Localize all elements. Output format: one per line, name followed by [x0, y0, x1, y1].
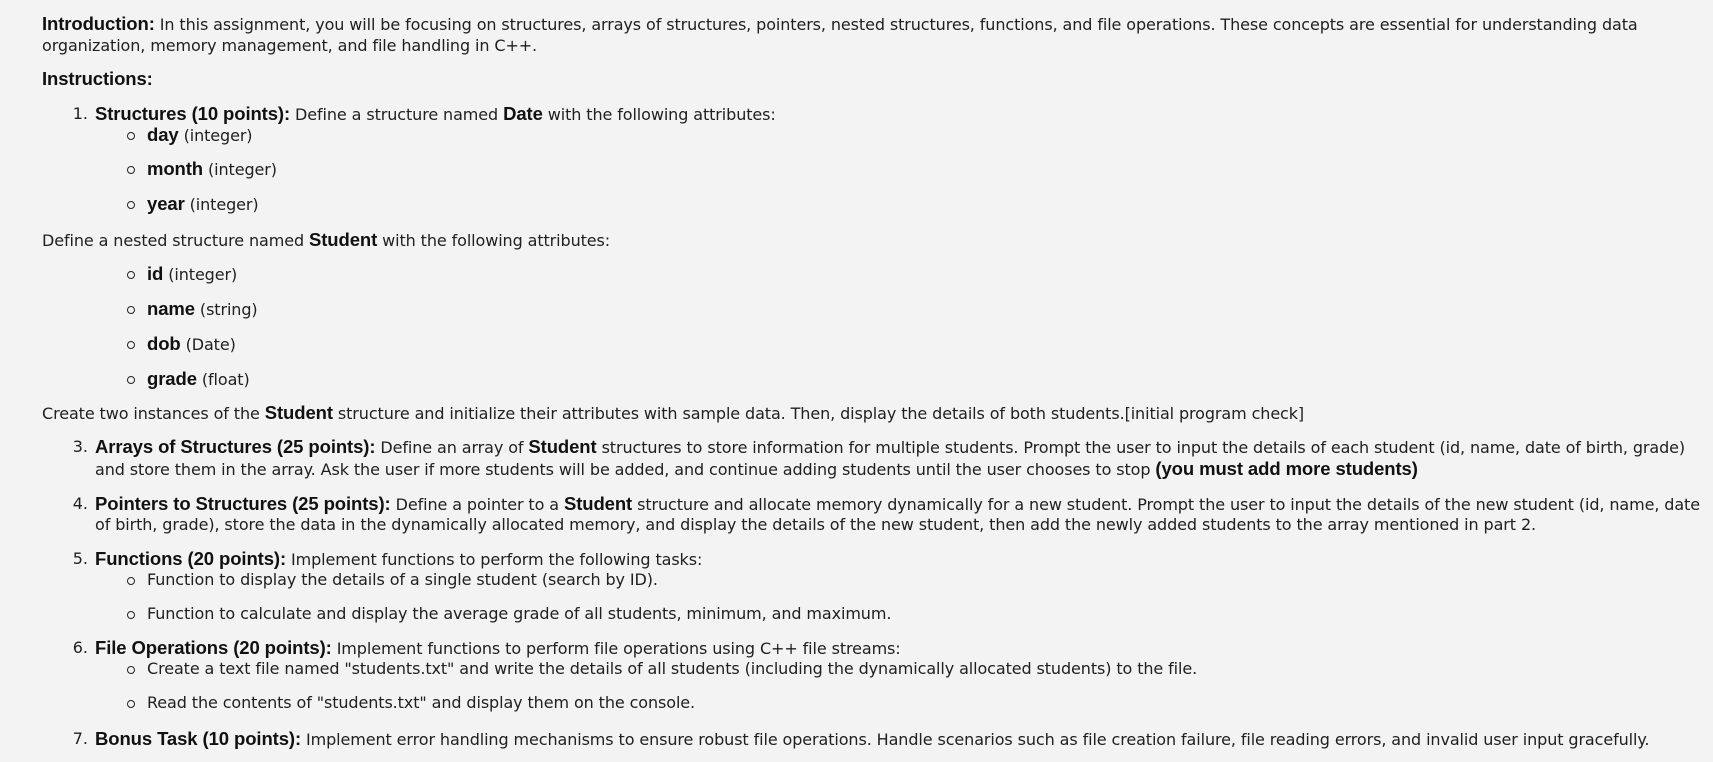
item-7-text-a: Implement error handling mechanisms to ensure robust file operations. Handle scenarios such as file creation failure, file reading errors, and invalid user input gracefully. — [301, 730, 1650, 749]
bullet-icon — [127, 271, 135, 279]
attr-name: grade — [147, 368, 197, 389]
attr-name: dob — [147, 333, 181, 354]
bullet-icon — [127, 577, 135, 585]
item-5-number: 5. — [72, 549, 88, 568]
item-7-line — [95, 729, 1649, 750]
student-struct-name: Student — [264, 402, 333, 423]
bullet-icon — [127, 201, 135, 209]
item-5-line — [95, 549, 702, 570]
item-1-line — [95, 104, 776, 125]
instances-text-b: structure and initialize their attributes with sample data. Then, display the details of both students.[initial program check] — [332, 404, 1305, 423]
item-3-number: 3. — [72, 437, 88, 456]
attr-type: (integer) — [184, 195, 259, 214]
student-attr-name — [147, 299, 258, 320]
attr-name: id — [147, 263, 164, 284]
item-3-text-b: structures to store information for multiple students. Prompt the user to input the details of each student (id, name, date of birth, grade) — [596, 438, 1686, 457]
bullet-icon — [127, 700, 135, 708]
item-5-bullet-2: Function to calculate and display the average grade of all students, minimum, and maximum. — [147, 604, 892, 623]
date-attr-year — [147, 194, 259, 215]
item-1-text-b: with the following attributes: — [542, 105, 776, 124]
item-3-emphasis: (you must add more students) — [1155, 458, 1418, 479]
item-5-bullet-1: Function to display the details of a single student (search by ID). — [147, 570, 658, 589]
student-attr-dob — [147, 334, 236, 355]
bullet-icon — [127, 132, 135, 140]
date-struct-name: Date — [503, 103, 543, 124]
intro-line-1 — [42, 14, 1638, 35]
item-1-title: Structures (10 points): — [95, 103, 291, 124]
attr-type: (float) — [196, 370, 250, 389]
instructions-heading: Instructions: — [42, 68, 153, 89]
bullet-icon — [127, 341, 135, 349]
item-6-bullet-1: Create a text file named "students.txt" and write the details of all students (including the dynamically allocated students) to the file. — [147, 659, 1198, 678]
attr-name: month — [147, 158, 204, 179]
item-4-number: 4. — [72, 494, 88, 513]
item-1-number: 1. — [72, 104, 88, 123]
instances-text-a: Create two instances of the — [42, 404, 265, 423]
instances-line — [42, 403, 1304, 424]
item-3-line-1 — [95, 437, 1685, 458]
student-attr-id — [147, 264, 237, 285]
intro-label: Introduction: — [42, 13, 155, 34]
item-3-text-a: Define an array of — [375, 438, 529, 457]
attr-name: name — [147, 298, 195, 319]
nested-text-b: with the following attributes: — [377, 231, 611, 250]
item-4-text-c: of birth, grade), store the data in the dynamically allocated memory, and display the details of the new student, then add the newly added students to the array mentioned in part 2. — [95, 515, 1537, 534]
item-7-title: Bonus Task (10 points): — [95, 728, 302, 749]
item-6-title: File Operations (20 points): — [95, 637, 332, 658]
item-4-title: Pointers to Structures (25 points): — [95, 493, 391, 514]
attr-name: year — [147, 193, 185, 214]
student-struct-name: Student — [309, 229, 378, 250]
bullet-icon — [127, 611, 135, 619]
item-6-bullet-2: Read the contents of "students.txt" and display them on the console. — [147, 693, 696, 712]
item-4-line-1 — [95, 494, 1700, 515]
date-attr-day — [147, 125, 252, 146]
attr-type: (integer) — [203, 160, 277, 179]
student-struct-name: Student — [528, 436, 597, 457]
attr-name: day — [147, 124, 179, 145]
item-3-text-c: and store them in the array. Ask the user if more students will be added, and continue adding students until the user chooses to stop — [95, 460, 1156, 479]
item-6-text-a: Implement functions to perform file operations using C++ file streams: — [331, 639, 901, 658]
item-4-text-b: structure and allocate memory dynamically for a new student. Prompt the user to input the details of the new student (id, name, date — [632, 495, 1700, 514]
student-attr-grade — [147, 369, 250, 390]
date-attr-month — [147, 159, 277, 180]
intro-line-2 — [42, 36, 537, 56]
item-5-title: Functions (20 points): — [95, 548, 287, 569]
item-1-text-a: Define a structure named — [290, 105, 504, 124]
nested-struct-line — [42, 230, 610, 251]
item-7-number: 7. — [72, 729, 88, 748]
attr-type: (integer) — [163, 265, 238, 284]
student-struct-name: Student — [563, 493, 633, 514]
item-6-line — [95, 638, 901, 659]
bullet-icon — [127, 666, 135, 674]
attr-type: (string) — [194, 300, 258, 319]
item-5-text-a: Implement functions to perform the following tasks: — [286, 550, 703, 569]
bullet-icon — [127, 166, 135, 174]
nested-text-a: Define a nested structure named — [42, 231, 309, 250]
item-4-text-a: Define a pointer to a — [390, 495, 564, 514]
item-3-title: Arrays of Structures (25 points): — [95, 436, 376, 457]
item-4-line-2 — [95, 515, 1536, 535]
intro-text-2: organization, memory management, and file handling in C++. — [42, 36, 538, 55]
item-6-number: 6. — [72, 638, 88, 657]
bullet-icon — [127, 306, 135, 314]
item-3-line-2 — [95, 459, 1418, 480]
attr-type: (Date) — [180, 335, 236, 354]
intro-text-1: In this assignment, you will be focusing on structures, arrays of structures, pointers, nested structures, functions, and file operations. These concepts are essential for understanding data — [154, 15, 1638, 34]
bullet-icon — [127, 376, 135, 384]
attr-type: (integer) — [178, 126, 253, 145]
